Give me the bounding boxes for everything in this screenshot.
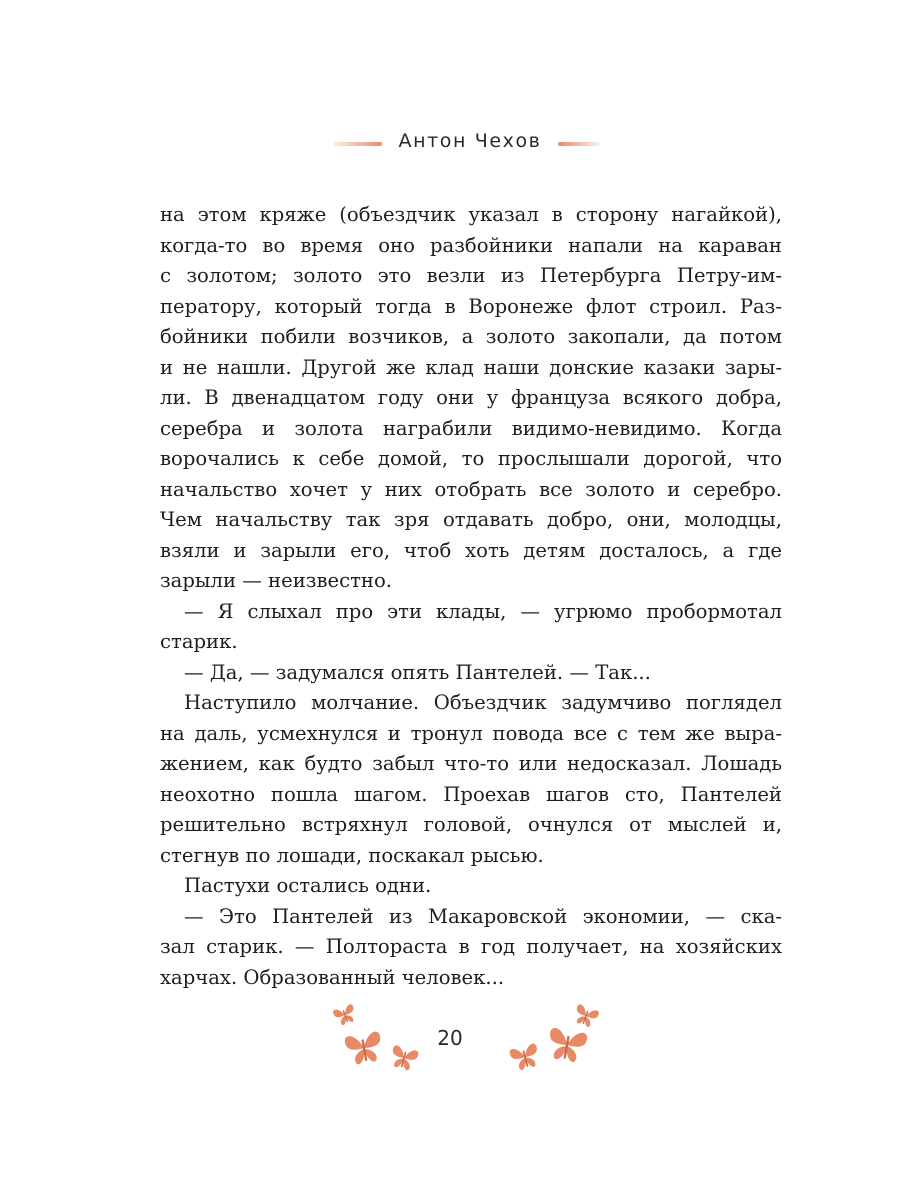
text-line: — Я слыхал про эти клады, — угрюмо пробормотал bbox=[184, 599, 782, 623]
header-right-dash bbox=[558, 142, 600, 146]
butterfly-icon bbox=[388, 1042, 420, 1074]
text-line: харчах. Образованный человек... bbox=[160, 965, 505, 989]
text-line: — Это Пантелей из Макаровской экономии, — ска- bbox=[184, 904, 782, 928]
text-line: начальство хочет у них отобрать все золото и серебро. bbox=[160, 477, 782, 501]
text-line: Чем начальству так зря отдавать добро, они, молодцы, bbox=[160, 508, 782, 531]
text-line: Наступило молчание. Объездчик задумчиво поглядел bbox=[184, 691, 782, 714]
text-line: ли. В двенадцатом году они у француза всякого добра, bbox=[160, 386, 782, 409]
butterfly-icon bbox=[332, 1002, 358, 1028]
text-line: взяли и зарыли его, чтоб хоть детям досталось, а где bbox=[160, 538, 782, 562]
text-line: решительно встряхнул головой, очнулся от мыслей и, bbox=[160, 813, 782, 836]
text-line: серебра и золота награбили видимо-невидимо. Когда bbox=[160, 416, 782, 440]
text-line: зал старик. — Полтораста в год получает, на хозяйских bbox=[160, 935, 782, 958]
text-line: Пастухи остались одни. bbox=[184, 874, 432, 897]
text-line: — Да, — задумался опять Пантелей. — Так... bbox=[184, 660, 651, 684]
text-line: и не нашли. Другой же клад наши донские казаки зары- bbox=[160, 355, 782, 379]
text-line: когда-то во время оно разбойники напали на караван bbox=[160, 233, 782, 257]
header-author-name: Антон Чехов bbox=[398, 130, 542, 152]
text-line: жением, как будто забыл что-то или недосказал. Лошадь bbox=[160, 752, 782, 775]
page-footer bbox=[0, 998, 900, 1088]
text-line: старик. bbox=[160, 630, 238, 653]
text-line: зарыли — неизвестно. bbox=[160, 569, 392, 592]
text-line: ператору, который тогда в Воронеже флот строил. Раз- bbox=[160, 294, 782, 318]
page-number: 20 bbox=[437, 1026, 463, 1050]
running-header bbox=[0, 128, 900, 162]
page-body-text bbox=[160, 200, 782, 993]
butterfly-icon bbox=[572, 1002, 600, 1030]
butterfly-icon bbox=[508, 1040, 542, 1074]
text-line: бойники побили возчиков, а золото закопали, да потом bbox=[160, 325, 782, 348]
text-line: неохотно пошла шагом. Проехав шагов сто, Пантелей bbox=[160, 782, 782, 806]
butterfly-icon bbox=[342, 1026, 386, 1070]
text-line: на этом кряже (объездчик указал в сторону нагайкой), bbox=[160, 203, 782, 226]
text-line: с золотом; золото это везли из Петербурга Петру-им- bbox=[160, 264, 782, 287]
text-line: на даль, усмехнулся и тронул повода все с тем же выра- bbox=[160, 721, 782, 745]
header-left-dash bbox=[334, 142, 382, 146]
text-line: стегнув по лошади, поскакал рысью. bbox=[160, 843, 544, 867]
text-line: ворочались к себе домой, то прослышали дорогой, что bbox=[160, 447, 782, 470]
